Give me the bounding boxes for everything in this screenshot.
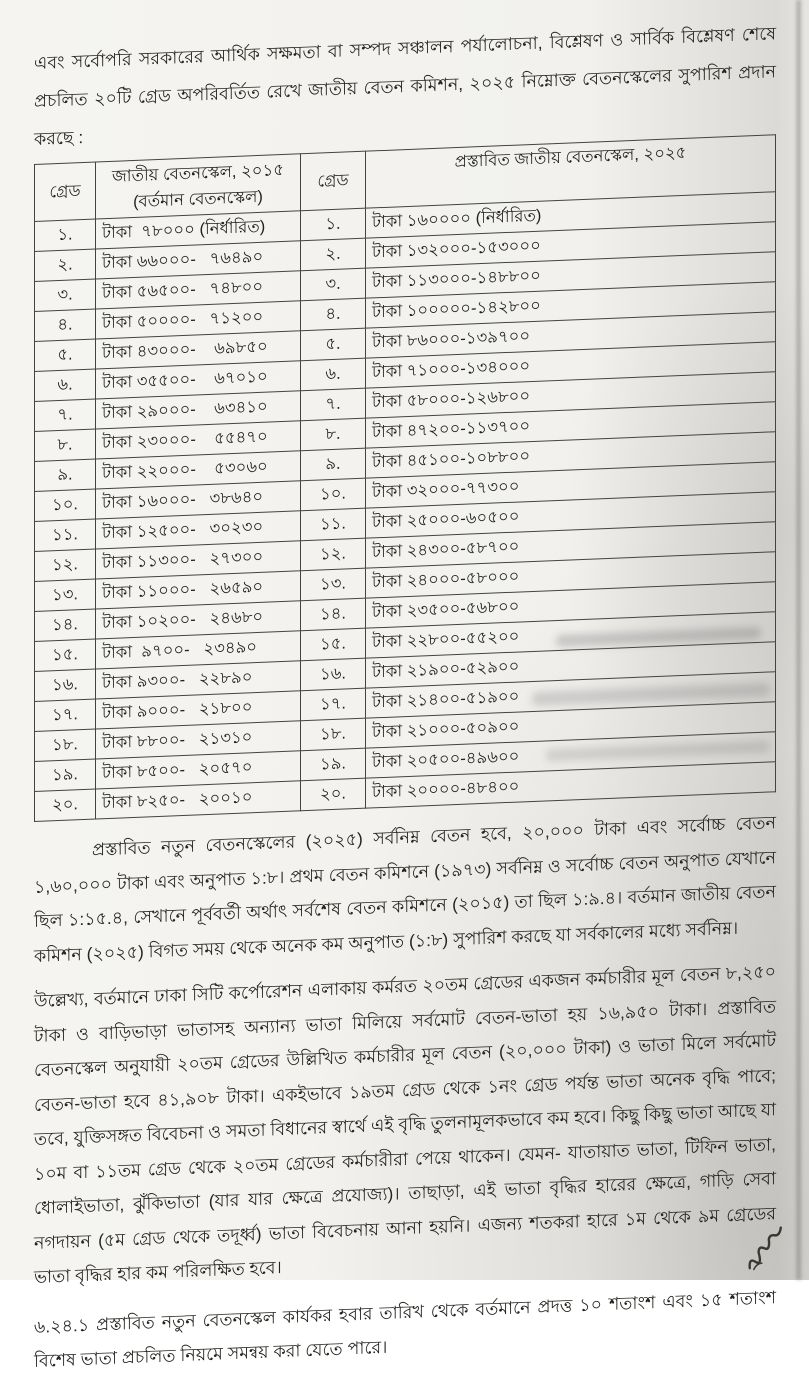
cell-grade-2025: ৮. bbox=[301, 418, 366, 451]
cell-grade-2025: ১৬. bbox=[301, 658, 366, 691]
cell-scale-2015: টাকা ৫০০০০- ৭১২০০ bbox=[96, 301, 301, 339]
paragraph-special-allowance: ৬.২৪.১ প্রস্তাবিত নতুন বেতনস্কেল কার্যকর হবার তারিখ থেকে বর্তমানে প্রদত্ত ১০ শতাংশ এবং ১৫ শতাংশ বিশেষ ভাতা প্রচলিত নিয়মে সমন্বয় করা যেতে পারে। bbox=[34, 1286, 776, 1371]
cell-grade-2015: ৭. bbox=[35, 399, 96, 431]
cell-grade-2025: ৫. bbox=[301, 328, 366, 361]
cell-grade-2025: ১৩. bbox=[301, 568, 366, 601]
paragraph-allowance-details: উল্লেখ্য, বর্তমানে ঢাকা সিটি কর্পোরেশন এলাকায় কর্মরত ২০তম গ্রেডের একজন কর্মচারীর মূল বেতন ৮,২৫০ টাকা ও বাড়িভাড়া ভাতাসহ অন্যান্য ভাতা মিলিয়ে সর্বমোট বেতন-ভাতা হয় ১৬,৯৫০ টাকা। প্রস্তাবিত বেতনস্কেল অনুযায়ী ২০তম গ্রেডের উল্লিখিত কর্মচারীর মূল বেতন (২০,০০০ টাকা) ও ভাতা মিলে সর্বমোট বেতন-ভাতা হবে ৪১,৯০৮ টাকা। একইভাবে ১৯তম গ্রেড থেকে ১নং গ্রেড পর্যন্ত ভাতা অনেক বৃদ্ধি পাবে; তবে, যুক্তিসঙ্গত বিবেচনা ও সমতা বিধানের স্বার্থে এই বৃদ্ধি তুলনামূলকভাবে কম হবে। কিছু কিছু ভাতা আছে যা ১০ম বা ১১তম গ্রেড থেকে ২০তম গ্রেডের কর্মচারীরা পেয়ে থাকেন। যেমন- যাতায়াত ভাতা, টিফিন ভাতা, ধোলাইভাতা, ঝুঁকিভাতা (যার যার ক্ষেত্রে প্রযোজ্য)। তাছাড়া, এই ভাতা বৃদ্ধির হারের ক্ষেত্রে, গাড়ি সেবা নগদায়ন (৫ম গ্রেড থেকে তদূর্ধ্ব) ভাতা বিবেচনায় আনা হয়নি। এজন্য শতকরা হারে ১ম থেকে ৯ম গ্রেডের ভাতা বৃদ্ধির হার কম পরিলক্ষিত হবে। bbox=[34, 961, 776, 1287]
cell-scale-2025: টাকা ২২৮০০-৫৫২০০ bbox=[366, 612, 776, 658]
cell-scale-2015: টাকা ৯০০০- ২১৮০০ bbox=[96, 691, 301, 729]
cell-scale-2025: টাকা ৪৭২০০-১১৩৭০০ bbox=[366, 402, 776, 448]
cell-grade-2015: ১. bbox=[35, 219, 96, 251]
header-scale-2015 bbox=[96, 154, 301, 219]
cell-grade-2015: ৬. bbox=[35, 369, 96, 401]
cell-grade-2015: ১৬. bbox=[35, 669, 96, 701]
cell-grade-2025: ৩. bbox=[301, 268, 366, 301]
cell-grade-2015: ৫. bbox=[35, 339, 96, 371]
cell-scale-2025: টাকা ২১৪০০-৫১৯০০ bbox=[366, 672, 776, 718]
cell-grade-2015: ৪. bbox=[35, 309, 96, 341]
cell-scale-2025: টাকা ১৬০০০০ (নির্ধারিত) bbox=[366, 192, 776, 238]
cell-scale-2015: টাকা ৫৬৫০০- ৭৪৮০০ bbox=[96, 271, 301, 309]
cell-grade-2015: ২০. bbox=[35, 789, 96, 821]
cell-scale-2025: টাকা ১০০০০০-১৪২৮০০ bbox=[366, 282, 776, 328]
cell-grade-2015: ১৯. bbox=[35, 759, 96, 791]
cell-scale-2015: টাকা ৮২৫০- ২০০১০ bbox=[96, 781, 301, 819]
cell-scale-2025: টাকা ৪৫১০০-১০৮৮০০ bbox=[366, 432, 776, 478]
cell-scale-2025: টাকা ১৩২০০০-১৫৩০০০ bbox=[366, 222, 776, 268]
cell-scale-2025: টাকা ২৩৫০০-৫৬৮০০ bbox=[366, 582, 776, 628]
cell-scale-2025: টাকা ২১৯০০-৫২৯০০ bbox=[366, 642, 776, 688]
cell-grade-2015: ১৪. bbox=[35, 609, 96, 641]
cell-grade-2025: ১১. bbox=[301, 508, 366, 541]
cell-scale-2025: টাকা ২৫০০০-৬০৫০০ bbox=[366, 492, 776, 538]
cell-scale-2015: টাকা ১১৩০০- ২৭৩০০ bbox=[96, 541, 301, 579]
cell-scale-2015: টাকা ৪৩০০০- ৬৯৮৫০ bbox=[96, 331, 301, 369]
pay-scale-table bbox=[34, 134, 776, 822]
page-edge-shadow bbox=[795, 0, 802, 1280]
cell-scale-2015: টাকা ২৯০০০- ৬৩৪১০ bbox=[96, 391, 301, 429]
cell-grade-2015: ১৮. bbox=[35, 729, 96, 761]
header-grade-2025: গ্রেড bbox=[301, 151, 366, 211]
cell-scale-2025: টাকা ৩২০০০-৭৭৩০০ bbox=[366, 462, 776, 508]
header-scale-2025: প্রস্তাবিত জাতীয় বেতনস্কেল, ২০২৫ bbox=[366, 135, 776, 208]
cell-grade-2025: ৭. bbox=[301, 388, 366, 421]
cell-scale-2015: টাকা ৩৫৫০০- ৬৭০১০ bbox=[96, 361, 301, 399]
cell-grade-2015: ৮. bbox=[35, 429, 96, 461]
document-page bbox=[34, 14, 776, 1378]
cell-scale-2025: টাকা ৭১০০০-১৩৪০০০ bbox=[366, 342, 776, 388]
cell-grade-2025: ৯. bbox=[301, 448, 366, 481]
cell-grade-2025: ১৮. bbox=[301, 718, 366, 751]
cell-grade-2015: ১২. bbox=[35, 549, 96, 581]
header-scale-2015-line1: জাতীয় বেতনস্কেল, ২০১৫ bbox=[112, 160, 284, 186]
cell-grade-2015: ১৩. bbox=[35, 579, 96, 611]
cell-grade-2025: ৪. bbox=[301, 298, 366, 331]
cell-scale-2015: টাকা ১১০০০- ২৬৫৯০ bbox=[96, 571, 301, 609]
cell-grade-2025: ২. bbox=[301, 238, 366, 271]
cell-scale-2025: টাকা ২৪৩০০-৫৮৭০০ bbox=[366, 522, 776, 568]
cell-grade-2025: ১৭. bbox=[301, 688, 366, 721]
cell-grade-2025: ১. bbox=[301, 208, 366, 241]
cell-scale-2015: টাকা ৮৮০০- ২১৩১০ bbox=[96, 721, 301, 759]
cell-scale-2025: টাকা ১১৩০০০-১৪৮৮০০ bbox=[366, 252, 776, 298]
cell-scale-2015: টাকা ২২০০০- ৫৩০৬০ bbox=[96, 451, 301, 489]
cell-grade-2025: ১৫. bbox=[301, 628, 366, 661]
cell-grade-2015: ১৭. bbox=[35, 699, 96, 731]
cell-grade-2015: ১১. bbox=[35, 519, 96, 551]
cell-grade-2015: ৩. bbox=[35, 279, 96, 311]
cell-scale-2025: টাকা ৫৮০০০-১২৬৮০০ bbox=[366, 372, 776, 418]
pay-scale-table-body bbox=[35, 192, 776, 822]
cell-scale-2025: টাকা ২৪০০০-৫৮০০০ bbox=[366, 552, 776, 598]
cell-grade-2015: ২. bbox=[35, 249, 96, 281]
cell-scale-2015: টাকা ৬৬০০০- ৭৬৪৯০ bbox=[96, 241, 301, 279]
cell-scale-2025: টাকা ২১০০০-৫০৯০০ bbox=[366, 702, 776, 748]
cell-grade-2025: ১০. bbox=[301, 478, 366, 511]
header-grade-2015: গ্রেড bbox=[35, 162, 96, 221]
cell-scale-2015: টাকা ১৬০০০- ৩৮৬৪০ bbox=[96, 481, 301, 519]
paragraph-min-max-ratio: প্রস্তাবিত নতুন বেতনস্কেলের (২০২৫) সর্বনিম্ন বেতন হবে, ২০,০০০ টাকা এবং সর্বোচ্চ বেতন ১,৬০,০০০ টাকা এবং অনুপাত ১:৮। প্রথম বেতন কমিশনে (১৯৭৩) সর্বনিম্ন ও সর্বোচ্চ বেতন অনুপাত যেখানে ছিল ১:১৫.৪, সেখানে পূর্ববর্তী অর্থাৎ সর্বশেষ বেতন কমিশনে (২০১৫) তা ছিল ১:৯.৪। বর্তমান জাতীয় বেতন কমিশন (২০২৫) বিগত সময় থেকে অনেক কম অনুপাত (১:৮) সুপারিশ করছে যা সর্বকালের মধ্যে সর্বনিম্ন। bbox=[34, 812, 776, 966]
header-scale-2015-line2: (বর্তমান বেতনস্কেল) bbox=[133, 187, 263, 212]
cell-grade-2025: ১৯. bbox=[301, 748, 366, 781]
cell-scale-2025: টাকা ৮৬০০০-১৩৯৭০০ bbox=[366, 312, 776, 358]
cell-scale-2015: টাকা ২৩০০০- ৫৫৪৭০ bbox=[96, 421, 301, 459]
cell-grade-2025: ৬. bbox=[301, 358, 366, 391]
cell-grade-2015: ১০. bbox=[35, 489, 96, 521]
cell-scale-2015: টাকা ১২৫০০- ৩০২৩০ bbox=[96, 511, 301, 549]
cell-scale-2025: টাকা ২০৫০০-৪৯৬০০ bbox=[366, 732, 776, 778]
cell-grade-2015: ১৫. bbox=[35, 639, 96, 671]
cell-scale-2015: টাকা ৮৫০০- ২০৫৭০ bbox=[96, 751, 301, 789]
cell-scale-2015: টাকা ৯৭০০- ২৩৪৯০ bbox=[96, 631, 301, 669]
cell-grade-2025: ২০. bbox=[301, 778, 366, 811]
cell-scale-2025: টাকা ২০০০০-৪৮৪০০ bbox=[366, 762, 776, 808]
cell-scale-2015: টাকা ৭৮০০০ (নির্ধারিত) bbox=[96, 211, 301, 249]
cell-grade-2025: ১৪. bbox=[301, 598, 366, 631]
cell-scale-2015: টাকা ১০২০০- ২৪৬৮০ bbox=[96, 601, 301, 639]
cell-grade-2015: ৯. bbox=[35, 459, 96, 491]
cell-grade-2025: ১২. bbox=[301, 538, 366, 571]
intro-paragraph: এবং সর্বোপরি সরকারের আর্থিক সক্ষমতা বা সম্পদ সঞ্চালন পর্যালোচনা, বিশ্লেষণ ও সার্বিক বিশ্লেষণ শেষে প্রচলিত ২০টি গ্রেড অপরিবর্তিত রেখে জাতীয় বেতন কমিশন, ২০২৫ নিম্নোক্ত বেতনস্কেলের সুপারিশ প্রদান করছে : bbox=[34, 23, 776, 149]
cell-scale-2015: টাকা ৯৩০০- ২২৮৯০ bbox=[96, 661, 301, 699]
